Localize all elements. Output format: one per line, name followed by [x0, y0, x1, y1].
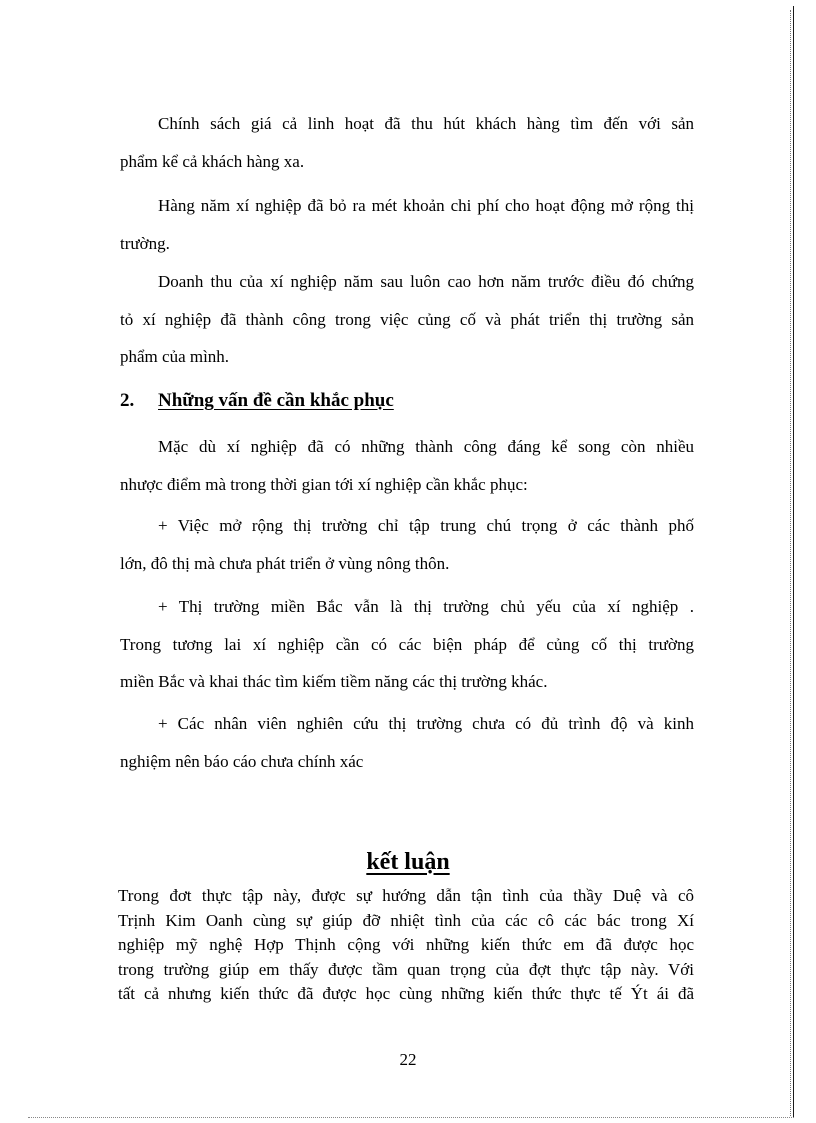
text-line: Mặc dù xí nghiệp đã có những thành công đáng kể song còn nhiều: [158, 437, 694, 456]
paragraph-issue-urban-focus: [120, 507, 694, 582]
section-heading: [120, 384, 394, 418]
conclusion-paragraph: [118, 884, 694, 1007]
text-line: Trong đơt thực tập này, được sự hướng dẫn tận tình của thầy Duệ và cô: [118, 886, 694, 905]
text-line: trường.: [120, 233, 170, 253]
text-line: nghiệm nên báo cáo chưa chính xác: [120, 751, 364, 771]
page-number: 22: [399, 1050, 417, 1069]
text-line: + Thị trường miền Bắc vẫn là thị trường chủ yếu của xí nghiệp .: [158, 597, 694, 616]
page-border-right-dotted: [790, 10, 791, 1116]
paragraph-issue-staff-experience: [120, 705, 694, 780]
paragraph-revenue-growth: [120, 263, 694, 376]
text-line: trong trường giúp em thấy được tầm quan trọng của đợt thực tập này. Với: [118, 959, 694, 979]
page-border-bottom: [28, 1117, 794, 1118]
text-line: + Các nhân viên nghiên cứu thị trường chưa có đủ trình độ và kinh: [158, 714, 694, 733]
text-line: miền Bắc và khai thác tìm kiếm tiềm năng các thị trường khác.: [120, 672, 548, 691]
conclusion-title: kết luận: [366, 849, 450, 875]
paragraph-market-expansion-cost: [120, 187, 694, 262]
text-line: + Việc mở rộng thị trường chỉ tập trung chú trọng ở các thành phố: [158, 516, 694, 535]
text-line: lớn, đô thị mà chưa phát triển ở vùng nông thôn.: [120, 553, 450, 573]
paragraph-issue-northern-market: [120, 588, 694, 701]
text-line: tỏ xí nghiệp đã thành công trong việc củng cố và phát triển thị trường sản: [120, 309, 694, 329]
text-line: nghiệp mỹ nghệ Hợp Thịnh cộng với những kiến thức em đã được học: [118, 935, 694, 954]
section-title: Những vấn đề cần khắc phục: [158, 390, 394, 411]
page-border-right: [793, 6, 794, 1118]
text-line: Trịnh Kim Oanh cùng sự giúp đỡ nhiệt tình của các cô các bác trong Xí: [118, 910, 694, 930]
section-number: 2.: [120, 390, 135, 411]
text-line: Doanh thu của xí nghiệp năm sau luôn cao hơn năm trước điều đó chứng: [158, 272, 694, 291]
text-line: phẩm của mình.: [120, 347, 230, 366]
text-line: tất cả nhưng kiến thức đã được học cùng những kiến thức thực tế Ýt ái đã: [118, 984, 694, 1003]
text-line: phẩm kể cả khách hàng xa.: [120, 151, 305, 171]
text-line: Hàng năm xí nghiệp đã bỏ ra mét khoản chi phí cho hoạt động mở rộng thị: [158, 196, 694, 215]
paragraph-flexible-pricing: [120, 105, 694, 180]
text-line: Trong tương lai xí nghiệp cần có các biện pháp để củng cố thị trường: [120, 634, 694, 654]
text-line: Chính sách giá cả linh hoạt đã thu hút khách hàng tìm đến với sản: [158, 114, 694, 133]
paragraph-issues-intro: [120, 428, 694, 503]
text-line: nhược điểm mà trong thời gian tới xí nghiệp cần khắc phục:: [120, 474, 528, 494]
